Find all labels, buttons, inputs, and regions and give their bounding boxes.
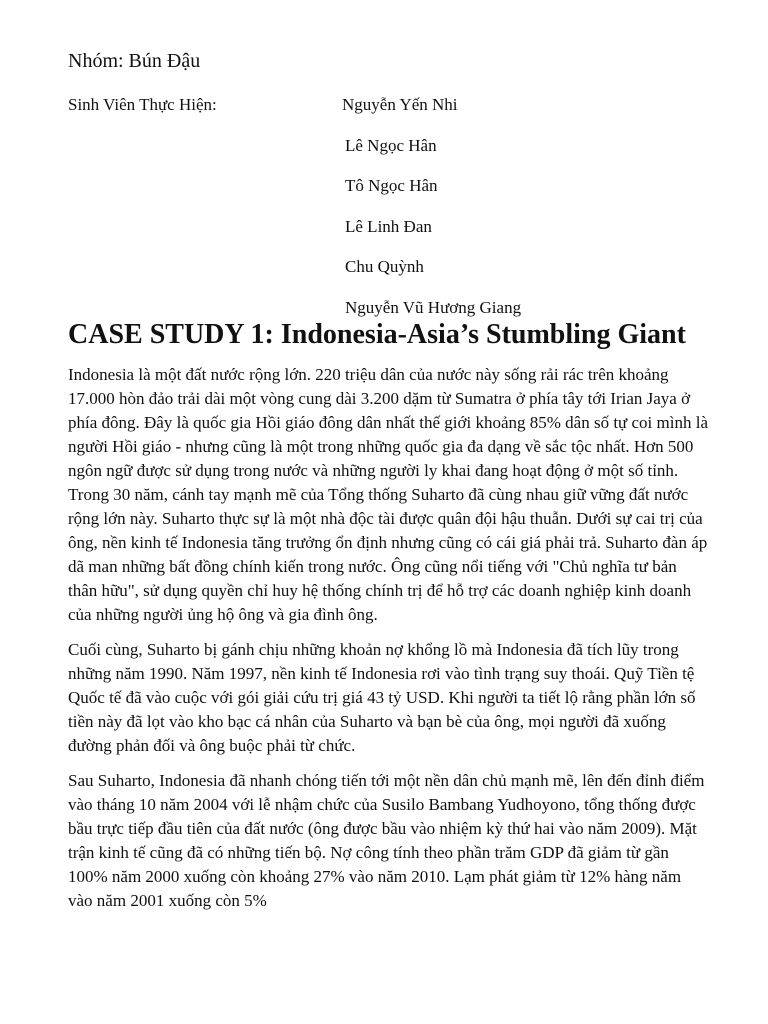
member-name: Lê Ngọc Hân	[345, 135, 437, 155]
body-paragraph: Cuối cùng, Suharto bị gánh chịu những khoản nợ khổng lồ mà Indonesia đã tích lũy trong những năm 1990. Năm 1997, nền kinh tế Indonesia rơi vào tình trạng suy thoái. Quỹ Tiền tệ Quốc tế đã vào cuộc với gói giải cứu trị giá 43 tỷ USD. Khi người ta tiết lộ rằng phần lớn số tiền này đã lọt vào kho bạc cá nhân của Suharto và bạn bè của ông, mọi người đã xuống đường phản đối và ông buộc phải từ chức.	[68, 640, 696, 755]
body-paragraph: Sau Suharto, Indonesia đã nhanh chóng tiến tới một nền dân chủ mạnh mẽ, lên đến đỉnh điểm vào tháng 10 năm 2004 với lễ nhậm chức của Susilo Bambang Yudhoyono, tổng thống được bầu trực tiếp đầu tiên của đất nước (ông được bầu vào nhiệm kỳ thứ hai vào năm 2009). Mặt trận kinh tế cũng đã có những tiến bộ. Nợ công tính theo phần trăm GDP đã giảm từ gần 100% năm 2000 xuống còn khoảng 27% vào năm 2010. Lạm phát giảm từ 12% hàng năm vào năm 2001 xuống còn 5%	[68, 771, 705, 910]
member-name: Lê Linh Đan	[345, 216, 432, 236]
case-study-body	[68, 363, 708, 924]
group-name: Nhóm: Bún Đậu	[68, 50, 201, 72]
member-name: Tô Ngọc Hân	[345, 176, 438, 195]
member-name: Nguyễn Yến Nhi	[342, 95, 458, 114]
member-list	[342, 94, 521, 337]
students-label: Sinh Viên Thực Hiện:	[68, 95, 217, 114]
case-study-title: CASE STUDY 1: Indonesia-Asia’s Stumbling Giant	[68, 319, 686, 350]
member-name: Chu Quỳnh	[345, 257, 424, 276]
body-paragraph: Indonesia là một đất nước rộng lớn. 220 triệu dân của nước này sống rải rác trên khoảng 17.000 hòn đảo trải dài một vòng cung dài 3.200 dặm từ Sumatra ở phía tây tới Irian Jaya ở phía đông. Đây là quốc gia Hồi giáo đông dân nhất thế giới khoảng 85% dân số tự coi mình là người Hồi giáo - nhưng cũng là một trong những quốc gia đa dạng về sắc tộc nhất. Hơn 500 ngôn ngữ được sử dụng trong nước và những người ly khai đang hoạt động ở một số tỉnh. Trong 30 năm, cánh tay mạnh mẽ của Tổng thống Suharto đã cùng nhau giữ vững đất nước rộng lớn này. Suharto thực sự là một nhà độc tài được quân đội hậu thuẫn. Dưới sự cai trị của ông, nền kinh tế Indonesia tăng trưởng ổn định nhưng cũng có cái giá phải trả. Suharto đàn áp dã man những bất đồng chính kiến trong nước. Ông cũng nổi tiếng với "Chủ nghĩa tư bản thân hữu", sử dụng quyền chỉ huy hệ thống chính trị để hỗ trợ các doanh nghiệp kinh doanh của những người ủng hộ ông và gia đình ông.	[68, 365, 708, 624]
member-name: Nguyễn Vũ Hương Giang	[345, 297, 522, 317]
